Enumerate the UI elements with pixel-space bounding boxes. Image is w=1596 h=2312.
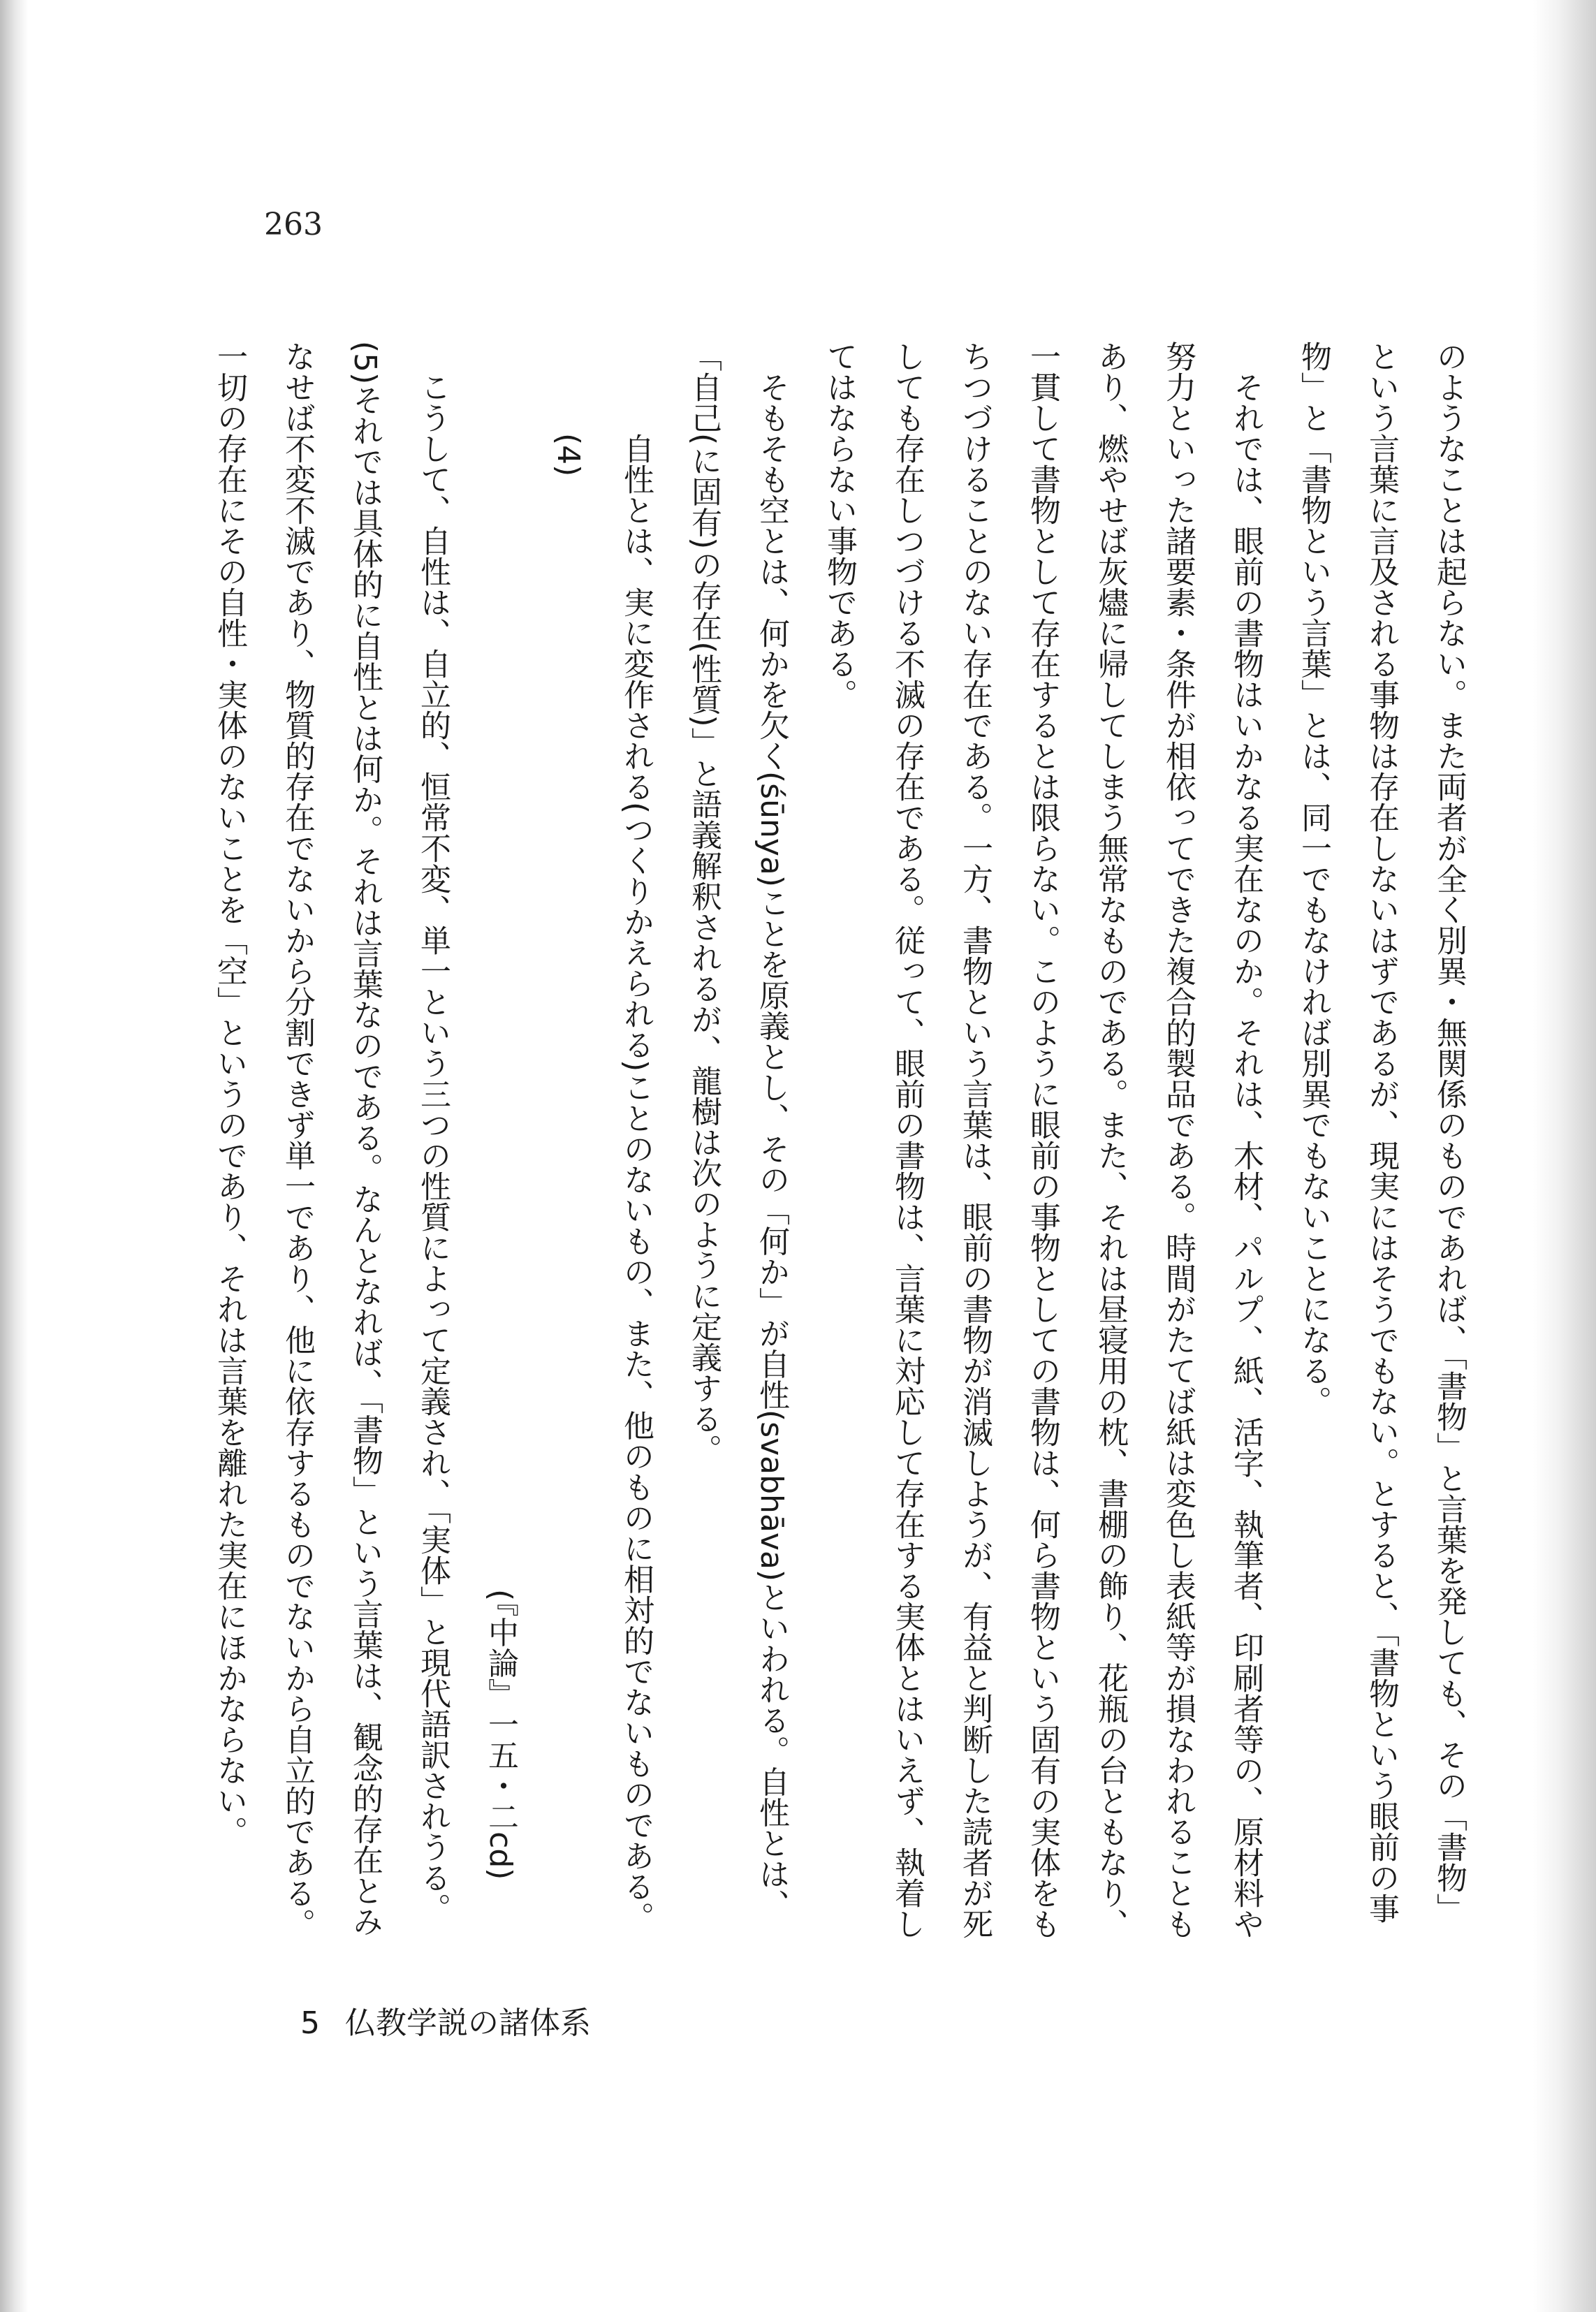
paragraph-continuation: のようなことは起らない。また両者が全く別異・無関係のものであれば、「書物」と言葉を発しても、その「書物」という言葉に言及される事物は存在しないはずであるが、現実にはそうでもない。とすると、「書物という眼前の事物」と「書物という言葉」とは、同一でもなければ別異でもないことになる。 <box>1296 341 1467 1924</box>
block-quote <box>534 433 670 1947</box>
vertical-text-body <box>212 341 1483 1947</box>
running-footer <box>300 1998 591 2042</box>
scan-edge-shadow-left <box>0 0 28 2312</box>
chapter-title: 仏教学説の諸体系 <box>345 2005 591 2041</box>
footnote-marker-4: (4) <box>550 433 586 477</box>
scan-edge-shadow-right <box>1533 0 1596 2312</box>
paragraph-emptiness-definition: そもそも空とは、何かを欠く(śūnya)ことを原義とし、その「何か」が自性(svabhāva)といわれる。自性とは、「自己(に固有)の存在(性質)」と語義解釈されるが、龍樹は次のように定義する。 <box>686 341 789 1920</box>
block-quote-text: 自性とは、実に変作される(つくりかえられる)ことのないもの、また、他のものに相対的でないものである。 <box>618 433 654 1933</box>
page-number: 263 <box>264 207 323 242</box>
quote-source-citation: (『中論』一五・二cd) <box>483 1588 518 1880</box>
chapter-number: 5 <box>300 2005 320 2041</box>
paragraph-conclusion: こうして、自性は、自立的、恒常不変、単一という三つの性質によって定義され、「実体」と現代語訳されうる。(5)それでは具体的に自性とは何か。それは言葉なのである。なんとなれば、「書物」という言葉は、観念的存在とみなせば不変不滅であり、物質的存在でないから分割できず単一であり、他に依存するものでないから自立的である。一切の存在にその自性・実体のないことを「空」というのであり、それは言葉を離れた実在にほかならない。 <box>212 341 451 1939</box>
paragraph-book-reality: それでは、眼前の書物はいかなる実在なのか。それは、木材、パルプ、紙、活字、執筆者、印刷者等の、原材料や努力といった諸要素・条件が相依ってできた複合的製品である。時間がたてば紙は変色し表紙等が損なわれることもあり、燃やせば灰燼に帰してしまう無常なものである。また、それは昼寝用の枕、書棚の飾り、花瓶の台ともなり、一貫して書物として存在するとは限らない。このように眼前の事物としての書物は、何ら書物という固有の実体をもちつづけることのない存在である。一方、書物という言葉は、眼前の書物が消滅しようが、有益と判断した読者が死しても存在しつづける不滅の存在である。従って、眼前の書物は、言葉に対応して存在する実体とはいえず、執着してはならない事物である。 <box>821 341 1264 1939</box>
